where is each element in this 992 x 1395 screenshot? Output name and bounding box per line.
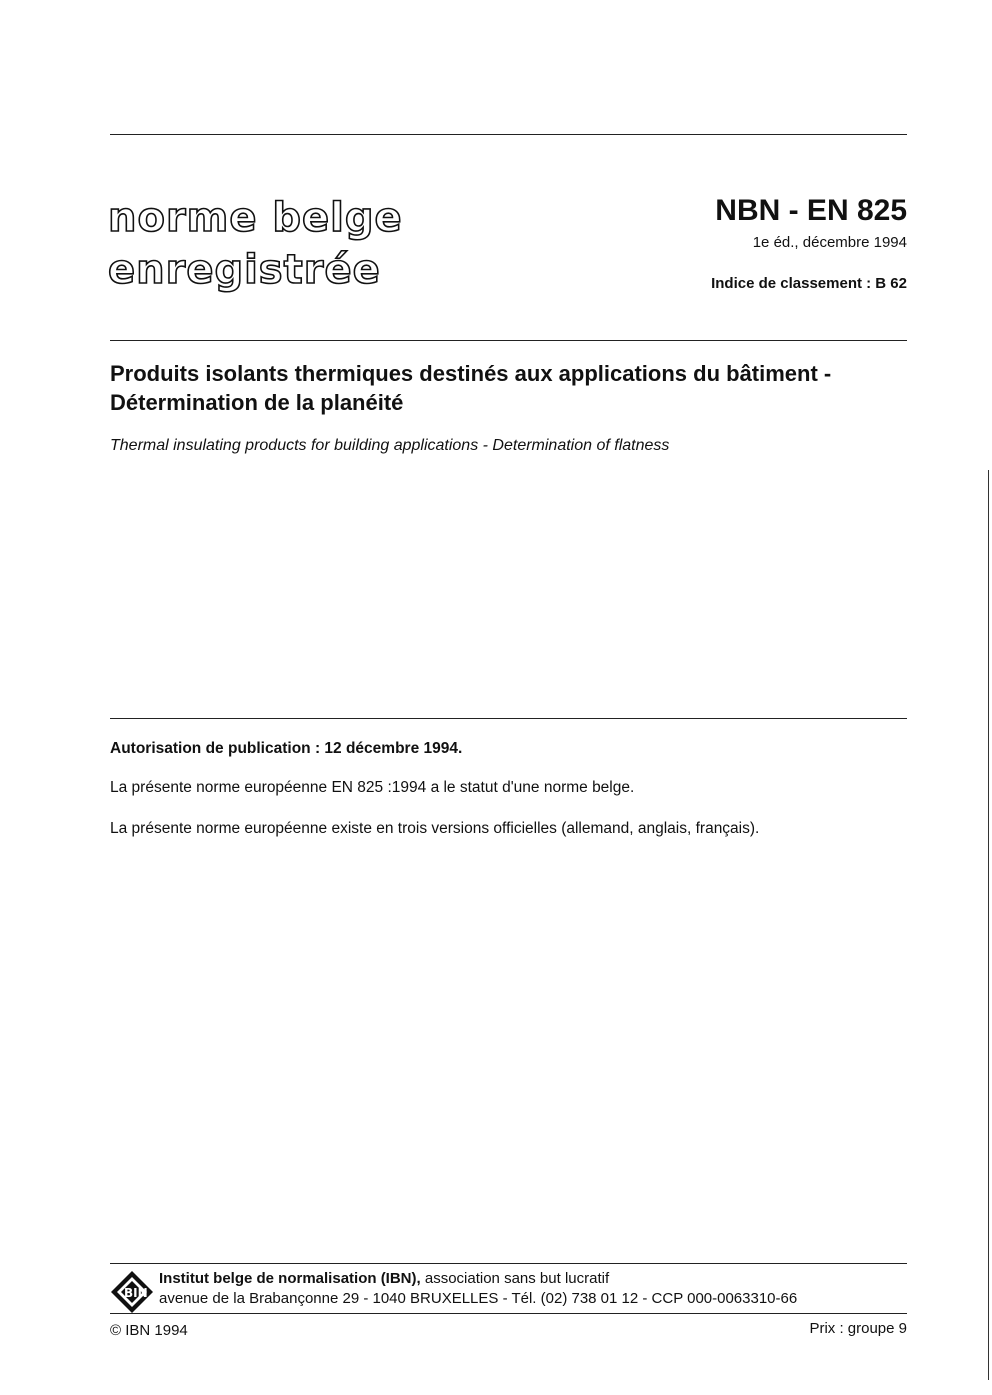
institute-address: avenue de la Brabançonne 29 - 1040 BRUXELLES - Tél. (02) 738 01 12 - CCP 000-0063310-66 <box>159 1290 798 1307</box>
english-title: Thermal insulating products for building applications - Determination of flatness <box>110 437 670 454</box>
french-title: Produits isolants thermiques destinés aux applications du bâtiment - Détermination de la planéité <box>110 361 832 415</box>
versions-paragraph: La présente norme européenne existe en trois versions officielles (allemand, anglais, français). <box>110 820 760 837</box>
norme-belge-logo-text: norme belge <box>108 195 403 241</box>
footer-bottom-rule <box>110 1313 907 1314</box>
scan-edge-line <box>988 470 989 1380</box>
top-rule <box>110 134 907 135</box>
footer-top-rule <box>110 1263 907 1264</box>
institute-description: association sans but lucratif <box>420 1270 610 1287</box>
publication-authorization: Autorisation de publication : 12 décembre 1994. <box>110 740 463 757</box>
ibn-logo-icon <box>110 1270 154 1314</box>
price-group: Prix : groupe 9 <box>809 1320 907 1337</box>
header-bottom-rule <box>110 340 907 341</box>
institute-line <box>159 1270 609 1287</box>
logo-letters: BIN <box>124 1286 148 1300</box>
enregistree-logo-text: enregistrée <box>108 247 381 293</box>
middle-rule <box>110 718 907 719</box>
edition-date: 1e éd., décembre 1994 <box>752 234 907 251</box>
standard-code: NBN - EN 825 <box>715 194 907 227</box>
status-paragraph: La présente norme européenne EN 825 :1994 a le statut d'une norme belge. <box>110 779 635 796</box>
classification-index: Indice de classement : B 62 <box>711 275 907 292</box>
institute-name: Institut belge de normalisation (IBN), <box>159 1270 421 1287</box>
copyright: © IBN 1994 <box>110 1322 188 1339</box>
